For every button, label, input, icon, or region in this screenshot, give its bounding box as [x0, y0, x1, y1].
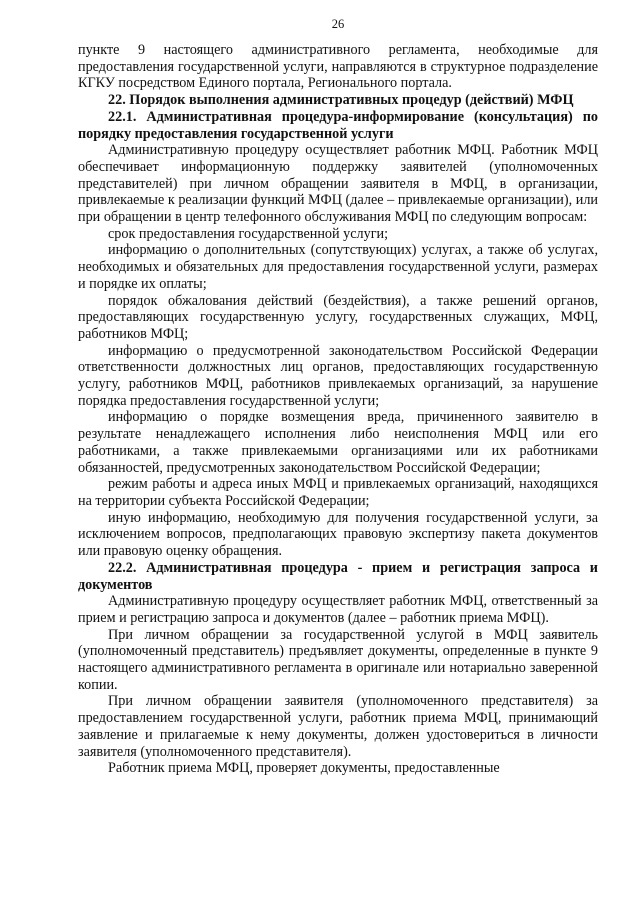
- list-item: информацию о дополнительных (сопутствующих) услугах, а также об услугах, необходимых и обязательных для предоставления государственной услуги, размерах и порядке их оплаты;: [78, 242, 598, 292]
- paragraph-continuation: пункте 9 настоящего административного регламента, необходимые для предоставления государственной услуги, направляются в структурное подразделение КГКУ посредством Единого портала, Регионального портала.: [78, 42, 598, 92]
- list-item: порядок обжалования действий (бездействия), а также решений органов, предоставляющих государственную услугу, государственных служащих, МФЦ, работников МФЦ;: [78, 292, 598, 342]
- section-heading-22: 22. Порядок выполнения административных процедур (действий) МФЦ: [108, 92, 574, 109]
- list-item: информацию о порядке возмещения вреда, причиненного заявителю в результате ненадлежащего исполнения либо неисполнения МФЦ или его работниками, а также привлекаемыми организациями или их работниками обязанностей, предусмотренных законодательством Российской Федерации;: [78, 409, 598, 476]
- paragraph-truncated: Работник приема МФЦ, проверяет документы, предоставленные: [108, 760, 500, 777]
- document-page: [78, 0, 598, 905]
- list-item: режим работы и адреса иных МФЦ и привлекаемых организаций, находящихся на территории субъекта Российской Федерации;: [78, 476, 598, 509]
- page-number: 26: [331, 17, 345, 31]
- paragraph: Административную процедуру осуществляет работник МФЦ, ответственный за прием и регистрацию запроса и документов (далее – работник приема МФЦ).: [78, 593, 598, 626]
- subsection-heading-22-2: 22.2. Административная процедура - прием и регистрация запроса и документов: [78, 559, 598, 593]
- list-item: иную информацию, необходимую для получения государственной услуги, за исключением вопросов, предполагающих правовую экспертизу пакета документов или правовую оценку обращения.: [78, 509, 598, 560]
- document-body: [78, 42, 598, 777]
- list-item: срок предоставления государственной услуги;: [108, 225, 389, 242]
- paragraph: При личном обращении за государственной услугой в МФЦ заявитель (уполномоченный представитель) предъявляет документы, определенные в пункте 9 настоящего административного регламента в оригинале или нотариально заверенной копии.: [78, 626, 598, 693]
- paragraph: Административную процедуру осуществляет работник МФЦ. Работник МФЦ обеспечивает информационную поддержку заявителей (уполномоченных представителей) при личном обращении заявителя в МФЦ, в организации, привлекаемые к реализации функций МФЦ (далее – привлекаемые организации), или при обращении в центр телефонного обслуживания МФЦ по следующим вопросам:: [78, 142, 598, 226]
- paragraph: При личном обращении заявителя (уполномоченного представителя) за предоставлением государственной услуги, работник приема МФЦ, принимающий заявление и прилагаемые к нему документы, должен удостовериться в личности заявителя (уполномоченного представителя).: [78, 693, 598, 760]
- list-item: информацию о предусмотренной законодательством Российской Федерации ответственности должностных лиц органов, предоставляющих государственную услугу, работников МФЦ, работников привлекаемых организаций, за нарушение порядка предоставления государственной услуги;: [78, 342, 598, 409]
- subsection-heading-22-1: 22.1. Административная процедура-информирование (консультация) по порядку предоставления государственной услуги: [78, 108, 598, 142]
